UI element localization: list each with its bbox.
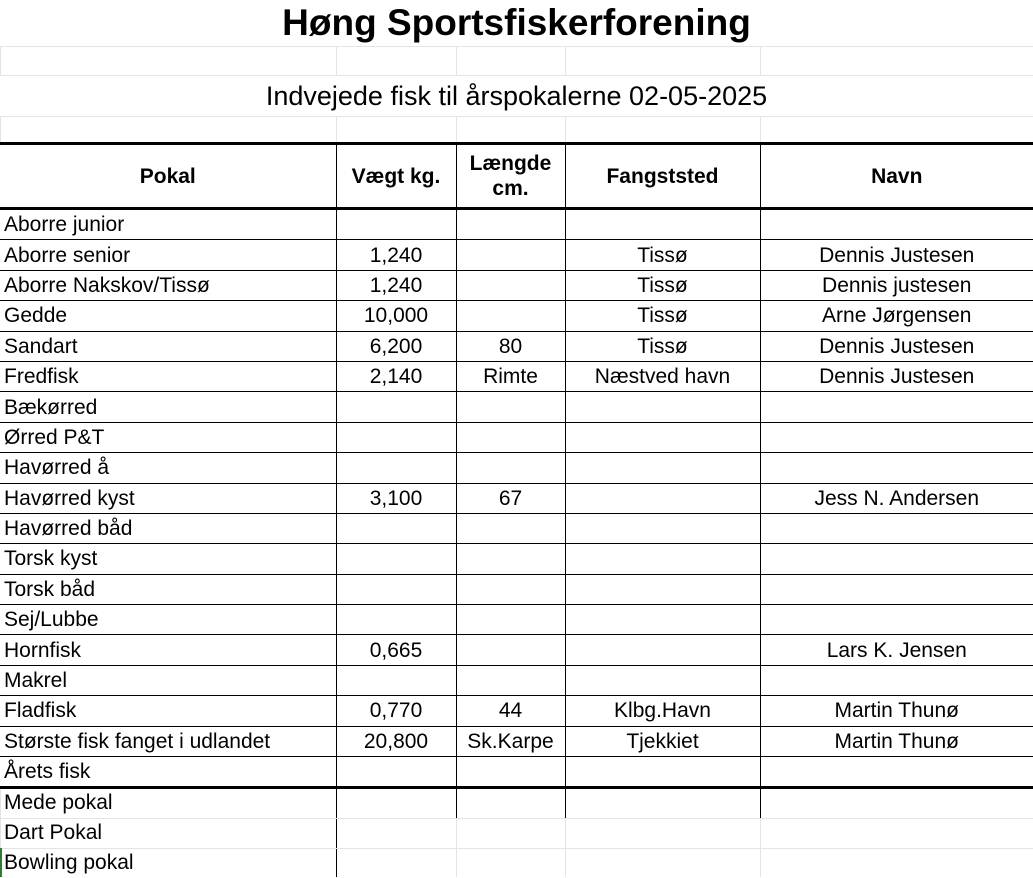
cell-laengde[interactable] — [456, 574, 565, 604]
cell-fangststed[interactable] — [565, 544, 760, 574]
cell-pokal[interactable]: Fredfisk — [0, 361, 336, 391]
cell-navn[interactable] — [760, 453, 1033, 483]
cell-vaegt[interactable]: 3,100 — [336, 483, 456, 513]
table-row — [0, 240, 1033, 270]
table-row — [0, 422, 1033, 452]
cell-vaegt[interactable] — [336, 422, 456, 452]
cell-navn[interactable] — [760, 392, 1033, 422]
cell-laengde[interactable] — [456, 757, 565, 788]
table-row — [0, 726, 1033, 756]
cell-fangststed[interactable] — [565, 605, 760, 635]
table-row — [0, 574, 1033, 604]
cell-pokal[interactable]: Havørred å — [0, 453, 336, 483]
cell-vaegt[interactable]: 20,800 — [336, 726, 456, 756]
cell-fangststed[interactable] — [565, 209, 760, 240]
cell-vaegt[interactable] — [336, 665, 456, 695]
cell-navn[interactable]: Jess N. Andersen — [760, 483, 1033, 513]
cell-navn[interactable] — [760, 757, 1033, 788]
cell-navn[interactable] — [760, 422, 1033, 452]
cell-vaegt[interactable] — [336, 574, 456, 604]
cell-fangststed[interactable] — [565, 665, 760, 695]
cell-laengde[interactable]: 67 — [456, 483, 565, 513]
cell-navn[interactable]: Dennis justesen — [760, 270, 1033, 300]
cell-fangststed[interactable] — [565, 757, 760, 788]
results-table — [0, 142, 1033, 789]
cell-navn[interactable]: Dennis Justesen — [760, 361, 1033, 391]
cell-vaegt[interactable] — [336, 392, 456, 422]
cell-vaegt[interactable] — [336, 209, 456, 240]
cell-vaegt[interactable] — [336, 544, 456, 574]
cell-laengde[interactable] — [456, 665, 565, 695]
cell-navn[interactable]: Lars K. Jensen — [760, 635, 1033, 665]
extra-row-bowling[interactable]: Bowling pokal — [4, 851, 134, 874]
cell-fangststed[interactable]: Klbg.Havn — [565, 696, 760, 726]
cell-pokal[interactable]: Torsk båd — [0, 574, 336, 604]
cell-vaegt[interactable]: 2,140 — [336, 361, 456, 391]
gridline — [0, 116, 1033, 117]
extra-row-dart[interactable]: Dart Pokal — [4, 821, 103, 844]
cell-vaegt[interactable]: 6,200 — [336, 331, 456, 361]
column-header-pokal[interactable]: Pokal — [0, 144, 336, 209]
cell-pokal[interactable]: Ørred P&T — [0, 422, 336, 452]
table-row — [0, 301, 1033, 331]
cell-fangststed[interactable] — [565, 453, 760, 483]
cell-navn[interactable] — [760, 544, 1033, 574]
table-row — [0, 361, 1033, 391]
cell-laengde[interactable] — [456, 392, 565, 422]
cell-laengde[interactable] — [456, 422, 565, 452]
table-header-row — [0, 144, 1033, 209]
cell-border — [760, 787, 761, 818]
cell-laengde[interactable]: 44 — [456, 696, 565, 726]
column-header-vaegt[interactable]: Vægt kg. — [336, 144, 456, 209]
page-subtitle: Indvejede fisk til årspokalerne 02-05-2025 — [0, 76, 1033, 116]
extra-rows — [0, 787, 1033, 877]
cell-laengde[interactable] — [456, 240, 565, 270]
page-title: Høng Sportsfiskerforening — [0, 0, 1033, 46]
cell-navn[interactable] — [760, 209, 1033, 240]
cell-vaegt[interactable] — [336, 453, 456, 483]
cell-fangststed[interactable] — [565, 574, 760, 604]
gridline — [0, 818, 1033, 819]
cell-vaegt[interactable]: 0,665 — [336, 635, 456, 665]
cell-fangststed[interactable]: Tissø — [565, 301, 760, 331]
cell-vaegt[interactable] — [336, 757, 456, 788]
cell-pokal[interactable]: Fladfisk — [0, 696, 336, 726]
cell-fangststed[interactable] — [565, 392, 760, 422]
cell-navn[interactable] — [760, 665, 1033, 695]
cell-fangststed[interactable]: Tissø — [565, 270, 760, 300]
cell-border — [456, 787, 457, 818]
cell-vaegt[interactable] — [336, 513, 456, 543]
table-row — [0, 665, 1033, 695]
cell-fangststed[interactable]: Tjekkiet — [565, 726, 760, 756]
cell-fangststed[interactable]: Tissø — [565, 331, 760, 361]
table-row — [0, 696, 1033, 726]
cell-border — [565, 787, 566, 818]
cell-fangststed[interactable] — [565, 635, 760, 665]
column-header-navn[interactable]: Navn — [760, 144, 1033, 209]
cell-vaegt[interactable]: 1,240 — [336, 240, 456, 270]
cell-navn[interactable] — [760, 605, 1033, 635]
cell-laengde[interactable] — [456, 635, 565, 665]
cell-laengde[interactable] — [456, 301, 565, 331]
cell-vaegt[interactable]: 0,770 — [336, 696, 456, 726]
table-row — [0, 544, 1033, 574]
cell-vaegt[interactable]: 1,240 — [336, 270, 456, 300]
cell-laengde[interactable] — [456, 453, 565, 483]
cell-navn[interactable] — [760, 513, 1033, 543]
cell-navn[interactable]: Martin Thunø — [760, 696, 1033, 726]
cell-pokal[interactable]: Makrel — [0, 665, 336, 695]
selection-edge — [0, 848, 2, 877]
cell-navn[interactable]: Martin Thunø — [760, 726, 1033, 756]
cell-pokal[interactable]: Største fisk fanget i udlandet — [0, 726, 336, 756]
table-row — [0, 331, 1033, 361]
cell-fangststed[interactable] — [565, 422, 760, 452]
table-row — [0, 757, 1033, 788]
cell-navn[interactable]: Arne Jørgensen — [760, 301, 1033, 331]
table-row — [0, 513, 1033, 543]
cell-navn[interactable]: Dennis Justesen — [760, 240, 1033, 270]
cell-pokal[interactable]: Havørred kyst — [0, 483, 336, 513]
gridline — [0, 848, 1033, 849]
cell-laengde[interactable] — [456, 513, 565, 543]
cell-fangststed[interactable] — [565, 483, 760, 513]
table-row — [0, 635, 1033, 665]
cell-laengde[interactable]: Rimte — [456, 361, 565, 391]
cell-pokal[interactable]: Aborre junior — [0, 209, 336, 240]
cell-laengde[interactable] — [456, 605, 565, 635]
cell-laengde[interactable]: 80 — [456, 331, 565, 361]
gridline — [0, 46, 1033, 47]
cell-navn[interactable] — [760, 574, 1033, 604]
cell-border — [336, 787, 337, 877]
column-header-laengde-text: Længde cm. — [469, 152, 552, 200]
extra-row-mede[interactable]: Mede pokal — [4, 791, 113, 814]
cell-pokal[interactable]: Bækørred — [0, 392, 336, 422]
table-row — [0, 605, 1033, 635]
cell-laengde[interactable] — [456, 544, 565, 574]
table-row — [0, 453, 1033, 483]
cell-laengde[interactable] — [456, 209, 565, 240]
cell-pokal[interactable]: Havørred båd — [0, 513, 336, 543]
table-row — [0, 483, 1033, 513]
cell-pokal[interactable]: Sej/Lubbe — [0, 605, 336, 635]
cell-fangststed[interactable] — [565, 513, 760, 543]
cell-pokal[interactable]: Torsk kyst — [0, 544, 336, 574]
cell-pokal[interactable]: Sandart — [0, 331, 336, 361]
cell-pokal[interactable]: Aborre senior — [0, 240, 336, 270]
column-header-laengde[interactable] — [456, 144, 565, 209]
table-row — [0, 270, 1033, 300]
cell-pokal[interactable]: Gedde — [0, 301, 336, 331]
cell-fangststed[interactable]: Næstved havn — [565, 361, 760, 391]
cell-pokal[interactable]: Aborre Nakskov/Tissø — [0, 270, 336, 300]
cell-pokal[interactable]: Årets fisk — [0, 757, 336, 788]
cell-pokal[interactable]: Hornfisk — [0, 635, 336, 665]
column-header-fangststed[interactable]: Fangststed — [565, 144, 760, 209]
cell-vaegt[interactable]: 10,000 — [336, 301, 456, 331]
table-row — [0, 392, 1033, 422]
table-row — [0, 209, 1033, 240]
cell-fangststed[interactable]: Tissø — [565, 240, 760, 270]
cell-laengde[interactable] — [456, 270, 565, 300]
cell-navn[interactable]: Dennis Justesen — [760, 331, 1033, 361]
cell-vaegt[interactable] — [336, 605, 456, 635]
cell-laengde[interactable]: Sk.Karpe — [456, 726, 565, 756]
